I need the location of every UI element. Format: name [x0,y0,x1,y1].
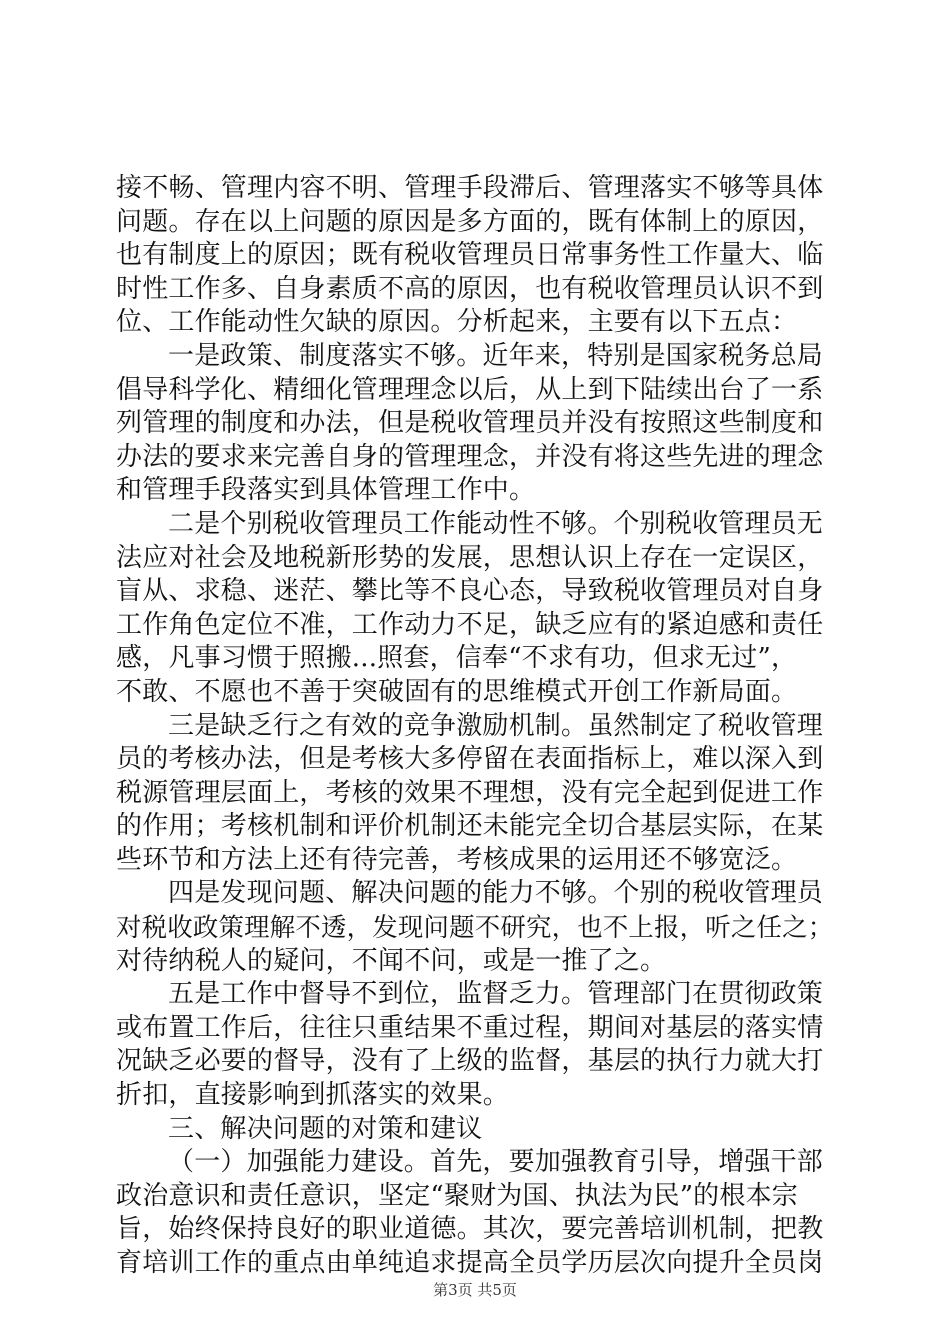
text-line: 员的考核办法，但是考核大多停留在表面指标上，难以深入到 [116,744,824,775]
text-line: 政治意识和责任意识，坚定“聚财为国、执法为民”的根本宗 [116,1180,798,1211]
paragraph-start-line: 三是缺乏行之有效的竞争激励机制。虽然制定了税收管理 [168,710,824,741]
text-line: 不敢、不愿也不善于突破固有的思维模式开创工作新局面。 [116,676,798,707]
text-line: 位、工作能动性欠缺的原因。分析起来，主要有以下五点： [116,307,798,338]
text-line: 也有制度上的原因；既有税收管理员日常事务性工作量大、临 [116,240,824,271]
paragraph-start-line: 三、解决问题的对策和建议 [168,1113,483,1144]
text-line: 接不畅、管理内容不明、管理手段滞后、管理落实不够等具体 [116,173,824,203]
text-line: 对待纳税人的疑问，不闻不问，或是一推了之。 [116,945,667,976]
paragraph-start-line: 四是发现问题、解决问题的能力不够。个别的税收管理员 [168,878,824,909]
paragraph-start-line: 二是个别税收管理员工作能动性不够。个别税收管理员无 [168,508,824,539]
text-line: 育培训工作的重点由单纯追求提高全员学历层次向提升全员岗 [116,1248,824,1278]
text-line: 或布置工作后，往往只重结果不重过程，期间对基层的落实情 [116,1012,824,1043]
text-line: 和管理手段落实到具体管理工作中。 [116,475,536,506]
text-line: 对税收政策理解不透，发现问题不研究，也不上报，听之任之； [116,912,834,943]
paragraph-start-line: （一）加强能力建设。首先，要加强教育引导，增强干部 [168,1147,824,1178]
body-text [116,172,834,1281]
page-footer: 第3页 共5页 [433,1281,517,1299]
text-line: 旨，始终保持良好的职业道德。其次，要完善培训机制，把教 [116,1214,824,1245]
text-line: 问题。存在以上问题的原因是多方面的，既有体制上的原因， [116,206,824,237]
text-line: 办法的要求来完善自身的管理理念，并没有将这些先进的理念 [116,441,824,472]
text-line: 倡导科学化、精细化管理理念以后，从上到下陆续出台了一系 [116,374,824,405]
text-line: 盲从、求稳、迷茫、攀比等不良心态，导致税收管理员对自身 [116,576,824,607]
text-line: 况缺乏必要的督导，没有了上级的监督，基层的执行力就大打 [116,1046,824,1077]
paragraph-start-line: 五是工作中督导不到位，监督乏力。管理部门在贯彻政策 [168,979,824,1010]
text-line: 法应对社会及地税新形势的发展，思想认识上存在一定误区， [116,542,824,573]
text-line: 列管理的制度和办法，但是税收管理员并没有按照这些制度和 [116,408,824,439]
text-line: 的作用；考核机制和评价机制还未能完全切合基层实际，在某 [116,811,824,842]
text-line: 感，凡事习惯于照搬...照套，信奉“不求有功，但求无过”， [116,643,798,674]
text-line: 些环节和方法上还有待完善，考核成果的运用还不够宽泛。 [116,844,798,875]
text-line: 工作角色定位不准，工作动力不足，缺乏应有的紧迫感和责任 [116,609,824,640]
text-line: 折扣，直接影响到抓落实的效果。 [116,1080,510,1111]
text-line: 时性工作多、自身素质不高的原因，也有税收管理员认识不到 [116,273,824,304]
paragraph-start-line: 一是政策、制度落实不够。近年来，特别是国家税务总局 [168,340,824,371]
text-line: 税源管理层面上，考核的效果不理想，没有完全起到促进工作 [116,777,824,808]
